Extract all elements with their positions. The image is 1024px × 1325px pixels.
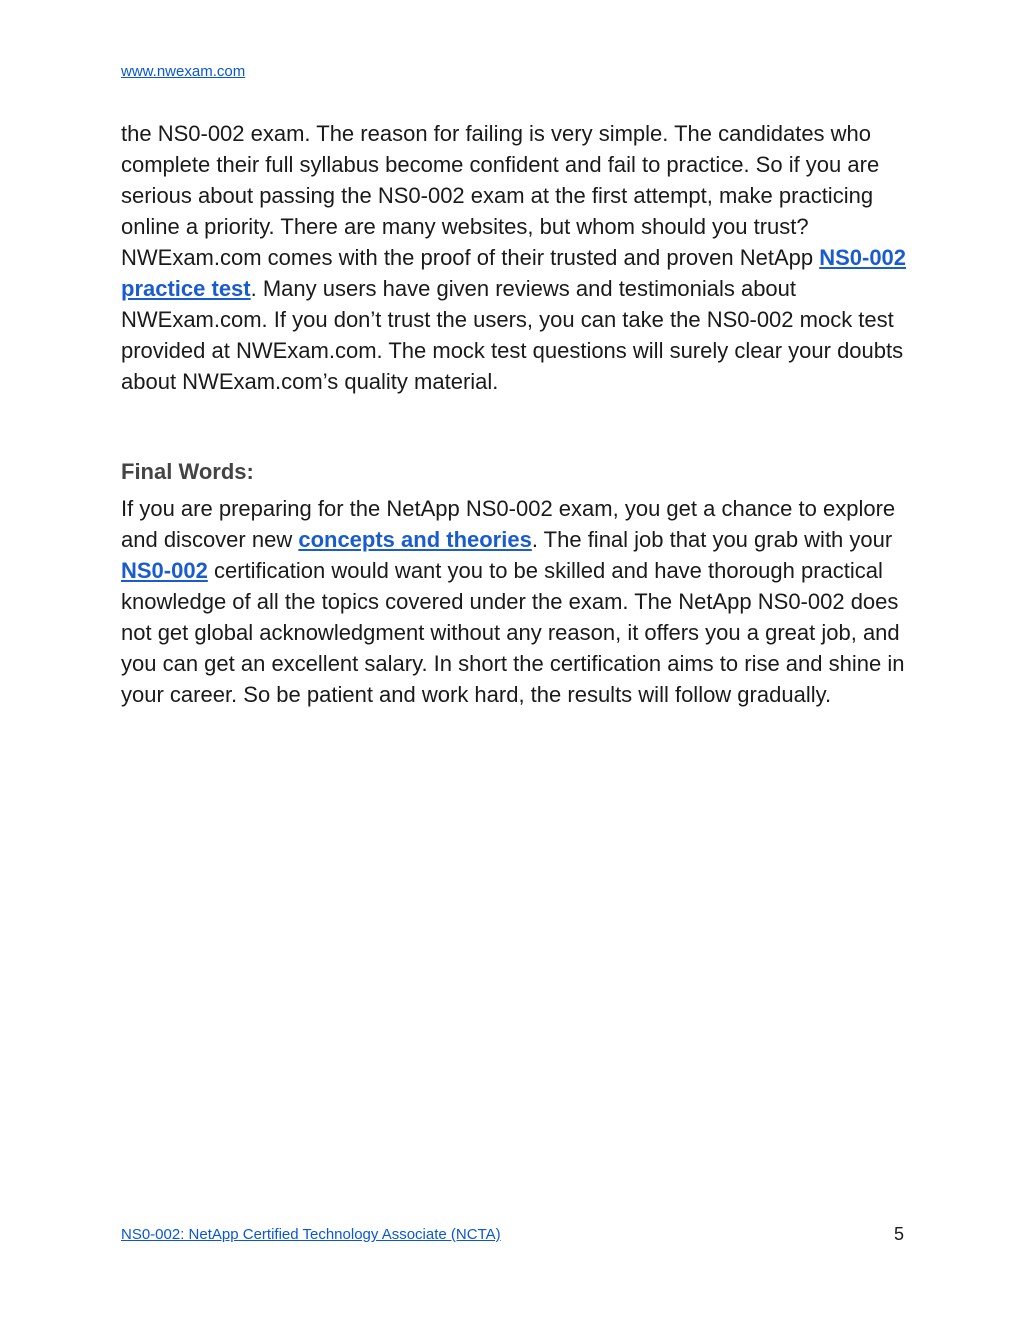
paragraph-text: . Many users have given reviews and testimonials about NWExam.com. If you don’t trust the users, you can take the NS0-002 mock test provided at NWExam.com. The mock test questions will surely clear your doubts about NWExam.com’s quality material.	[121, 276, 904, 394]
paragraph-text: . The final job that you grab with your	[531, 527, 893, 552]
ns0-002-link[interactable]: NS0-002	[121, 558, 208, 583]
footer-title-link[interactable]: NS0-002: NetApp Certified Technology Associate (NCTA)	[121, 1226, 501, 1243]
paragraph-text: certification would want you to be skilled and have thorough practical knowledge of all the topics covered under the exam. The NetApp NS0-002 does not get global acknowledgment without any reason, it offers you a great job, and you can get an excellent salary. In short the certification aims to rise and shine in your career. So be patient and work hard, the results will follow gradually.	[121, 558, 905, 707]
page-number: 5	[893, 1224, 904, 1244]
header-site-link[interactable]: www.nwexam.com	[121, 63, 246, 80]
paragraph-text: If you are preparing for the NetApp NS0-002 exam, you get a chance to explore and discover new	[121, 496, 896, 552]
practice-test-link[interactable]: NS0-002 practice test	[121, 245, 907, 301]
body-paragraph-final-words	[121, 493, 911, 710]
paragraph-text: the NS0-002 exam. The reason for failing is very simple. The candidates who complete their full syllabus become confident and fail to practice. So if you are serious about passing the NS0-002 exam at the first attempt, make practicing online a priority. There are many websites, but whom should you trust? NWExam.com comes with the proof of their trusted and proven NetApp	[121, 121, 880, 270]
concepts-theories-link[interactable]: concepts and theories	[298, 527, 532, 552]
body-paragraph-practice	[121, 118, 911, 397]
section-heading: Final Words:	[121, 459, 254, 484]
